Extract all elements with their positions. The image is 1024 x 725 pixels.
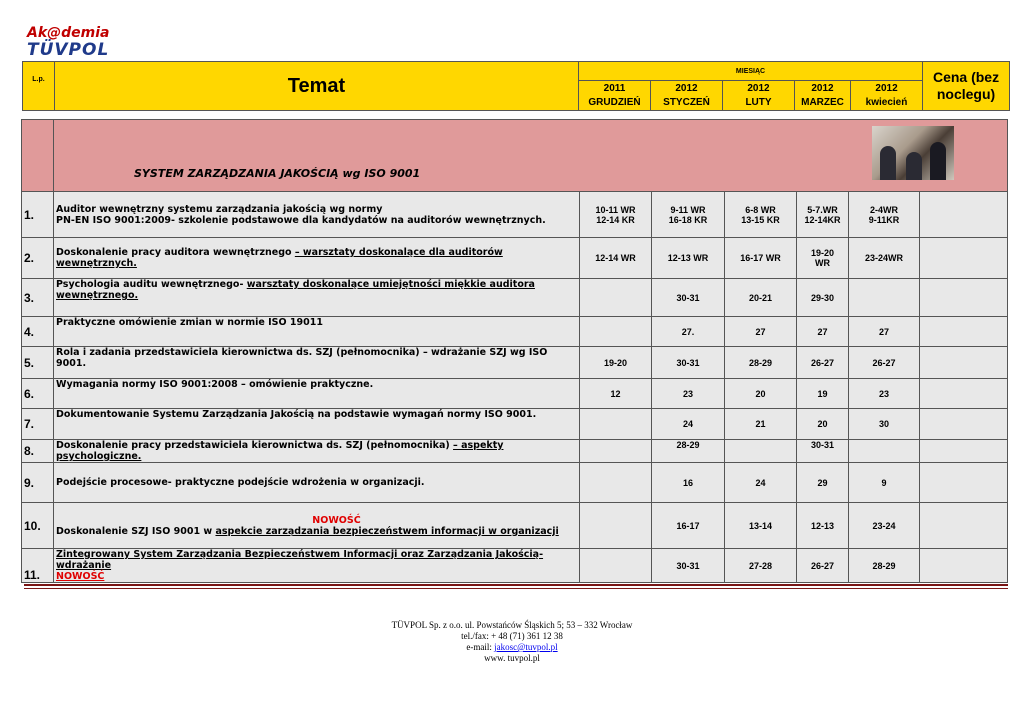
date-cell: 30-31 bbox=[652, 279, 725, 317]
price-cell bbox=[920, 440, 1008, 463]
date-cell: 26-27 bbox=[797, 549, 849, 583]
footer-email-link[interactable]: jakosc@tuvpol.pl bbox=[494, 642, 558, 652]
date-cell: 28-29 bbox=[725, 347, 797, 379]
course-table bbox=[21, 119, 1008, 583]
section-row bbox=[22, 120, 1008, 192]
date-cell: 27-28 bbox=[725, 549, 797, 583]
table-row bbox=[22, 238, 1008, 279]
topic-text: Rola i zadania przedstawiciela kierownictwa ds. SZJ (pełnomocnika) – wdrażanie SZJ wg ISO 9001. bbox=[56, 347, 548, 369]
topic-text: Doskonalenie pracy auditora wewnętrznego bbox=[56, 247, 295, 258]
header-month-3 bbox=[795, 81, 851, 111]
row-number: 8. bbox=[22, 440, 54, 463]
section-title: SYSTEM ZARZĄDZANIA JAKOŚCIĄ wg ISO 9001 bbox=[134, 167, 421, 180]
row-number: 11. bbox=[22, 549, 54, 583]
topic-text-underlined: – warsztaty doskonalące dla auditorów wewnętrznych. bbox=[56, 247, 503, 269]
topic-text: Doskonalenie SZJ ISO 9001 w bbox=[56, 525, 216, 537]
row-number: 6. bbox=[22, 379, 54, 409]
month-name: LUTY bbox=[745, 96, 772, 108]
header-month-1 bbox=[651, 81, 723, 111]
table-row bbox=[22, 317, 1008, 347]
date-cell: 12 bbox=[580, 379, 652, 409]
header-month-4 bbox=[851, 81, 923, 111]
row-number: 2. bbox=[22, 238, 54, 279]
date-cell: 9 bbox=[849, 463, 920, 503]
row-number: 1. bbox=[22, 192, 54, 238]
topic-text-2: PN-EN ISO 9001:2009- szkolenie podstawowe dla kandydatów na auditorów wewnętrznych. bbox=[56, 214, 546, 226]
topic-cell bbox=[54, 503, 580, 549]
date-cell: 9-11 WR 16-18 KR bbox=[652, 192, 725, 238]
date-cell: 21 bbox=[725, 409, 797, 440]
date-cell: 30 bbox=[849, 409, 920, 440]
price-cell bbox=[920, 317, 1008, 347]
topic-cell bbox=[54, 347, 580, 379]
date-cell: 23-24 bbox=[849, 503, 920, 549]
date-cell: 10-11 WR 12-14 KR bbox=[580, 192, 652, 238]
business-meeting-photo-icon bbox=[872, 126, 954, 180]
table-row bbox=[22, 503, 1008, 549]
date-cell bbox=[580, 317, 652, 347]
header-lp: L.p. bbox=[23, 62, 55, 111]
month-name: kwiecień bbox=[865, 96, 908, 108]
date-cell: 27. bbox=[652, 317, 725, 347]
date-cell: 19-20 WR bbox=[797, 238, 849, 279]
date-cell: 27 bbox=[849, 317, 920, 347]
date-cell: 29 bbox=[797, 463, 849, 503]
date-cell: 12-14 WR bbox=[580, 238, 652, 279]
topic-cell bbox=[54, 279, 580, 317]
topic-cell bbox=[54, 409, 580, 440]
price-cell bbox=[920, 192, 1008, 238]
header-miesiac: MIESIĄC bbox=[579, 62, 923, 81]
price-cell bbox=[920, 279, 1008, 317]
row-number: 5. bbox=[22, 347, 54, 379]
date-cell bbox=[580, 463, 652, 503]
date-cell: 16 bbox=[652, 463, 725, 503]
price-cell bbox=[920, 347, 1008, 379]
topic-cell bbox=[54, 317, 580, 347]
date-cell bbox=[580, 279, 652, 317]
footer-separator-thin bbox=[24, 588, 1008, 589]
date-cell bbox=[725, 440, 797, 463]
table-row bbox=[22, 440, 1008, 463]
table-row bbox=[22, 463, 1008, 503]
month-year: 2011 bbox=[603, 82, 626, 94]
price-cell bbox=[920, 379, 1008, 409]
price-cell bbox=[920, 463, 1008, 503]
footer bbox=[0, 620, 1024, 664]
price-cell bbox=[920, 238, 1008, 279]
date-cell: 20 bbox=[797, 409, 849, 440]
table-row bbox=[22, 379, 1008, 409]
date-cell bbox=[849, 279, 920, 317]
date-cell: 23 bbox=[652, 379, 725, 409]
date-cell: 30-31 bbox=[652, 549, 725, 583]
topic-text: Psychologia auditu wewnętrznego- bbox=[56, 279, 247, 290]
table-row bbox=[22, 279, 1008, 317]
date-cell: 16-17 WR bbox=[725, 238, 797, 279]
topic-text: Dokumentowanie Systemu Zarządzania Jakością na podstawie wymagań normy ISO 9001. bbox=[56, 409, 537, 420]
price-cell bbox=[920, 549, 1008, 583]
logo-akademia: Ak@demia bbox=[27, 25, 110, 41]
row-number: 9. bbox=[22, 463, 54, 503]
topic-text: Doskonalenie pracy przedstawiciela kierownictwa ds. SZJ (pełnomocnika) bbox=[56, 440, 454, 451]
date-cell bbox=[580, 549, 652, 583]
topic-cell bbox=[54, 549, 580, 583]
date-cell: 28-29 bbox=[652, 440, 725, 463]
table-row bbox=[22, 192, 1008, 238]
date-cell: 12-13 WR bbox=[652, 238, 725, 279]
date-cell: 13-14 bbox=[725, 503, 797, 549]
date-cell bbox=[580, 409, 652, 440]
header-cena: Cena (bez noclegu) bbox=[923, 62, 1010, 111]
date-cell bbox=[580, 440, 652, 463]
topic-cell bbox=[54, 192, 580, 238]
row-number: 3. bbox=[22, 279, 54, 317]
month-name: MARZEC bbox=[801, 96, 844, 108]
date-cell: 12-13 bbox=[797, 503, 849, 549]
new-badge: NOWOŚĆ bbox=[56, 571, 105, 582]
topic-cell bbox=[54, 463, 580, 503]
date-cell: 19 bbox=[797, 379, 849, 409]
new-badge: NOWOŚĆ bbox=[312, 514, 361, 526]
price-cell bbox=[920, 409, 1008, 440]
date-cell: 20 bbox=[725, 379, 797, 409]
date-cell: 23 bbox=[849, 379, 920, 409]
table-row bbox=[22, 409, 1008, 440]
table-row bbox=[22, 549, 1008, 583]
date-cell bbox=[849, 440, 920, 463]
date-cell: 24 bbox=[725, 463, 797, 503]
date-cell bbox=[580, 503, 652, 549]
header-table bbox=[22, 61, 1010, 111]
topic-text-underlined: – aspekty psychologiczne. bbox=[56, 440, 504, 462]
header-temat: Temat bbox=[55, 62, 579, 111]
footer-address: TÜVPOL Sp. z o.o. ul. Powstańców Śląskich 5; 53 – 332 Wrocław bbox=[391, 620, 633, 630]
date-cell: 27 bbox=[725, 317, 797, 347]
date-cell: 2-4WR 9-11KR bbox=[849, 192, 920, 238]
footer-separator bbox=[24, 584, 1008, 586]
table-row bbox=[22, 347, 1008, 379]
date-cell: 16-17 bbox=[652, 503, 725, 549]
date-cell: 19-20 bbox=[580, 347, 652, 379]
row-number: 7. bbox=[22, 409, 54, 440]
month-year: 2012 bbox=[747, 82, 770, 94]
date-cell: 30-31 bbox=[652, 347, 725, 379]
month-year: 2012 bbox=[675, 82, 698, 94]
topic-text-underlined: aspekcie zarządzania bezpieczeństwem informacji w organizacji bbox=[215, 525, 559, 537]
month-name: STYCZEŃ bbox=[663, 96, 710, 108]
row-number: 10. bbox=[22, 503, 54, 549]
month-year: 2012 bbox=[811, 82, 834, 94]
logo-tuvpol: TÜVPOL bbox=[27, 40, 110, 60]
header-month-2 bbox=[723, 81, 795, 111]
topic-text-underlined: warsztaty doskonalące umiejętności miękkie auditora wewnętrznego. bbox=[56, 279, 535, 301]
row-number: 4. bbox=[22, 317, 54, 347]
footer-phone: tel./fax: + 48 (71) 361 12 38 bbox=[461, 631, 563, 641]
footer-www: www. tuvpol.pl bbox=[484, 653, 540, 663]
topic-text: Podejście procesowe- praktyczne podejście wdrożenia w organizacji. bbox=[56, 477, 425, 488]
topic-text: Auditor wewnętrzny systemu zarządzania jakością wg normy bbox=[56, 203, 383, 215]
topic-cell bbox=[54, 238, 580, 279]
header-month-0 bbox=[579, 81, 651, 111]
topic-cell bbox=[54, 440, 580, 463]
date-cell: 30-31 bbox=[797, 440, 849, 463]
month-year: 2012 bbox=[875, 82, 898, 94]
date-cell: 20-21 bbox=[725, 279, 797, 317]
topic-text-underlined: Zintegrowany System Zarządzania Bezpieczeństwem Informacji oraz Zarządzania Jakością- wdrażanie bbox=[56, 549, 544, 571]
date-cell: 5-7.WR 12-14KR bbox=[797, 192, 849, 238]
topic-cell bbox=[54, 379, 580, 409]
date-cell: 23-24WR bbox=[849, 238, 920, 279]
date-cell: 26-27 bbox=[849, 347, 920, 379]
date-cell: 26-27 bbox=[797, 347, 849, 379]
price-cell bbox=[920, 503, 1008, 549]
date-cell: 29-30 bbox=[797, 279, 849, 317]
date-cell: 24 bbox=[652, 409, 725, 440]
footer-email-label: e-mail: bbox=[466, 642, 495, 652]
footer-email-line bbox=[0, 642, 1024, 653]
date-cell: 28-29 bbox=[849, 549, 920, 583]
topic-text: Wymagania normy ISO 9001:2008 – omówienie praktyczne. bbox=[56, 379, 374, 390]
month-name: GRUDZIEŃ bbox=[588, 96, 641, 108]
topic-text: Praktyczne omówienie zmian w normie ISO 19011 bbox=[56, 317, 323, 328]
date-cell: 6-8 WR 13-15 KR bbox=[725, 192, 797, 238]
date-cell: 27 bbox=[797, 317, 849, 347]
